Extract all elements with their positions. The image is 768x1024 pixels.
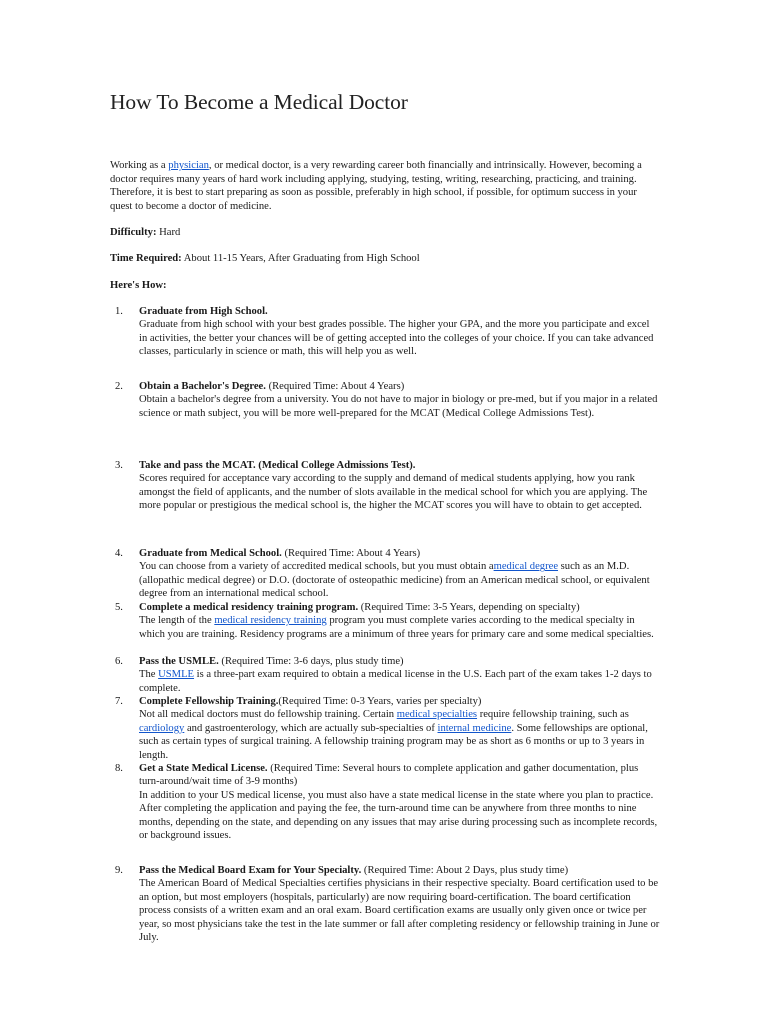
step-text-post: such as an M.D. (allopathic medical degree) or D.O. (doctorate of osteopathic medicine) from an American medical school, or equivalent degree from an international medical school.: [139, 561, 650, 600]
step-text-post: program you must complete varies according to the medical specialty in which you are training. Residency programs are a minimum of three years for primary care and some medical specialties.: [139, 615, 654, 640]
internal-medicine-link[interactable]: internal medicine: [437, 722, 512, 734]
usmle-link[interactable]: USMLE: [158, 669, 195, 681]
step-text-pre: The length of the: [139, 615, 215, 627]
step-text: In addition to your US medical license, you must also have a state medical license in the state where you plan to practice. After completing the application and paying the fee, the turn-around time can be anywhere from three months to nine months, depending on the state, and depending on any issues that may arise during processing such as incomplete records, or background issues.: [139, 789, 658, 842]
step-text: Graduate from high school with your best grades possible. The higher your GPA, and the more you participate and excel in activities, the better your chances will be of getting accepted into the colleges of your choice. If you can take advanced classes, particularly in science or math, this will help you as well.: [139, 319, 654, 358]
step-text: Scores required for acceptance vary according to the supply and demand of medical students applying, how you rank amongst the field of applicants, and the number of slots available in the medical school for which you are applying. The more popular or prestigious the medical school is, the higher the MCAT scores you will have to obtain to get accepted.: [139, 473, 648, 512]
page-title: How To Become a Medical Doctor: [110, 90, 408, 114]
step-number: 2.: [115, 381, 123, 392]
intro-text-pre: Working as a: [110, 160, 169, 171]
difficulty-label: Difficulty:: [110, 227, 157, 238]
time-required-label: Time Required:: [110, 253, 182, 264]
step-text: The American Board of Medical Specialties certifies physicians in their respective specialty. Board certification used to be an option, but most employers (hospitals, particularly) are now requiring board-certification. The board certification process consists of a written exam and an oral exam. Board certification exams are usually only given once or twice per year, so most physicians take the test in the late summer or fall after completing residency or fellowship training in June or July.: [139, 878, 660, 944]
intro-paragraph: [110, 159, 658, 213]
step-number: 9.: [115, 865, 123, 876]
medical-specialties-link[interactable]: medical specialties: [396, 709, 478, 721]
step-required-time: (Required Time: 3-6 days, plus study time): [218, 656, 404, 667]
step-heading: Complete a medical residency training program.: [139, 602, 359, 613]
step-heading: Get a State Medical License.: [139, 763, 268, 774]
step-text: Obtain a bachelor's degree from a university. You do not have to major in biology or pre-med, but if you major in a related science or math subject, you will be more well-prepared for the MCAT (Medical College Admissions Test).: [139, 394, 658, 419]
step-text-post: is a three-part exam required to obtain a medical license in the U.S. Each part of the exam takes 1-2 days to complete.: [139, 669, 652, 694]
step-number: 7.: [115, 696, 123, 707]
step-number: 3.: [115, 460, 123, 471]
medical-residency-training-link[interactable]: medical residency training: [214, 615, 327, 627]
step-text-post: . Some fellowships are optional, such as certain types of surgical training. A fellowship training program may be as short as 6 months or up to 3 years in length.: [139, 722, 648, 761]
step-heading: Obtain a Bachelor's Degree.: [139, 381, 266, 392]
step-required-time: (Required Time: About 4 Years): [265, 381, 405, 392]
medical-degree-link[interactable]: medical degree: [493, 561, 559, 573]
step-required-time: (Required Time: 0-3 Years, varies per specialty): [278, 696, 482, 707]
step-heading: Graduate from High School.: [139, 306, 268, 317]
time-required-line: [110, 252, 658, 266]
step-number: 8.: [115, 763, 123, 774]
step-number: 5.: [115, 602, 123, 613]
step-number: 1.: [115, 306, 123, 317]
step-text-pre: You can choose from a variety of accredited medical schools, but you must obtain a: [139, 561, 494, 573]
step-heading: Pass the Medical Board Exam for Your Specialty.: [139, 865, 362, 876]
step-text-mid2: and gastroenterology, which are actually sub-specialties of: [184, 722, 438, 734]
step-heading: Take and pass the MCAT. (Medical College Admissions Test).: [139, 460, 416, 471]
difficulty-value: Hard: [156, 227, 181, 238]
step-required-time: (Required Time: About 4 Years): [281, 548, 421, 559]
step-heading: Graduate from Medical School.: [139, 548, 282, 559]
heres-how-label: Here's How:: [110, 280, 167, 291]
step-heading: Complete Fellowship Training.: [139, 696, 279, 707]
intro-text-post: , or medical doctor, is a very rewarding career both financially and intrinsically. However, becoming a doctor requires many years of hard work including applying, studying, testing, writing, researching, practicing, and training. Therefore, it is best to start preparing as soon as possible, preferably in high school, if possible, for optimum success in your quest to become a doctor of medicine.: [110, 160, 642, 212]
step-text-pre: The: [139, 669, 159, 681]
difficulty-line: [110, 226, 658, 240]
step-text-mid: require fellowship training, such as: [477, 709, 629, 721]
step-required-time: (Required Time: About 2 Days, plus study time): [361, 865, 569, 876]
time-required-value: About 11-15 Years, After Graduating from High School: [181, 253, 420, 264]
step-number: 6.: [115, 656, 123, 667]
step-heading: Pass the USMLE.: [139, 656, 219, 667]
step-text-pre: Not all medical doctors must do fellowship training. Certain: [139, 709, 397, 721]
heres-how-heading: [110, 279, 658, 293]
step-number: 4.: [115, 548, 123, 559]
step-required-time: (Required Time: Several hours to complete application and gather documentation, plus turn-around/wait time of 3-9 months): [139, 763, 639, 788]
physician-link[interactable]: physician: [168, 160, 209, 171]
step-required-time: (Required Time: 3-5 Years, depending on specialty): [358, 602, 580, 613]
cardiology-link[interactable]: cardiology: [139, 722, 185, 734]
